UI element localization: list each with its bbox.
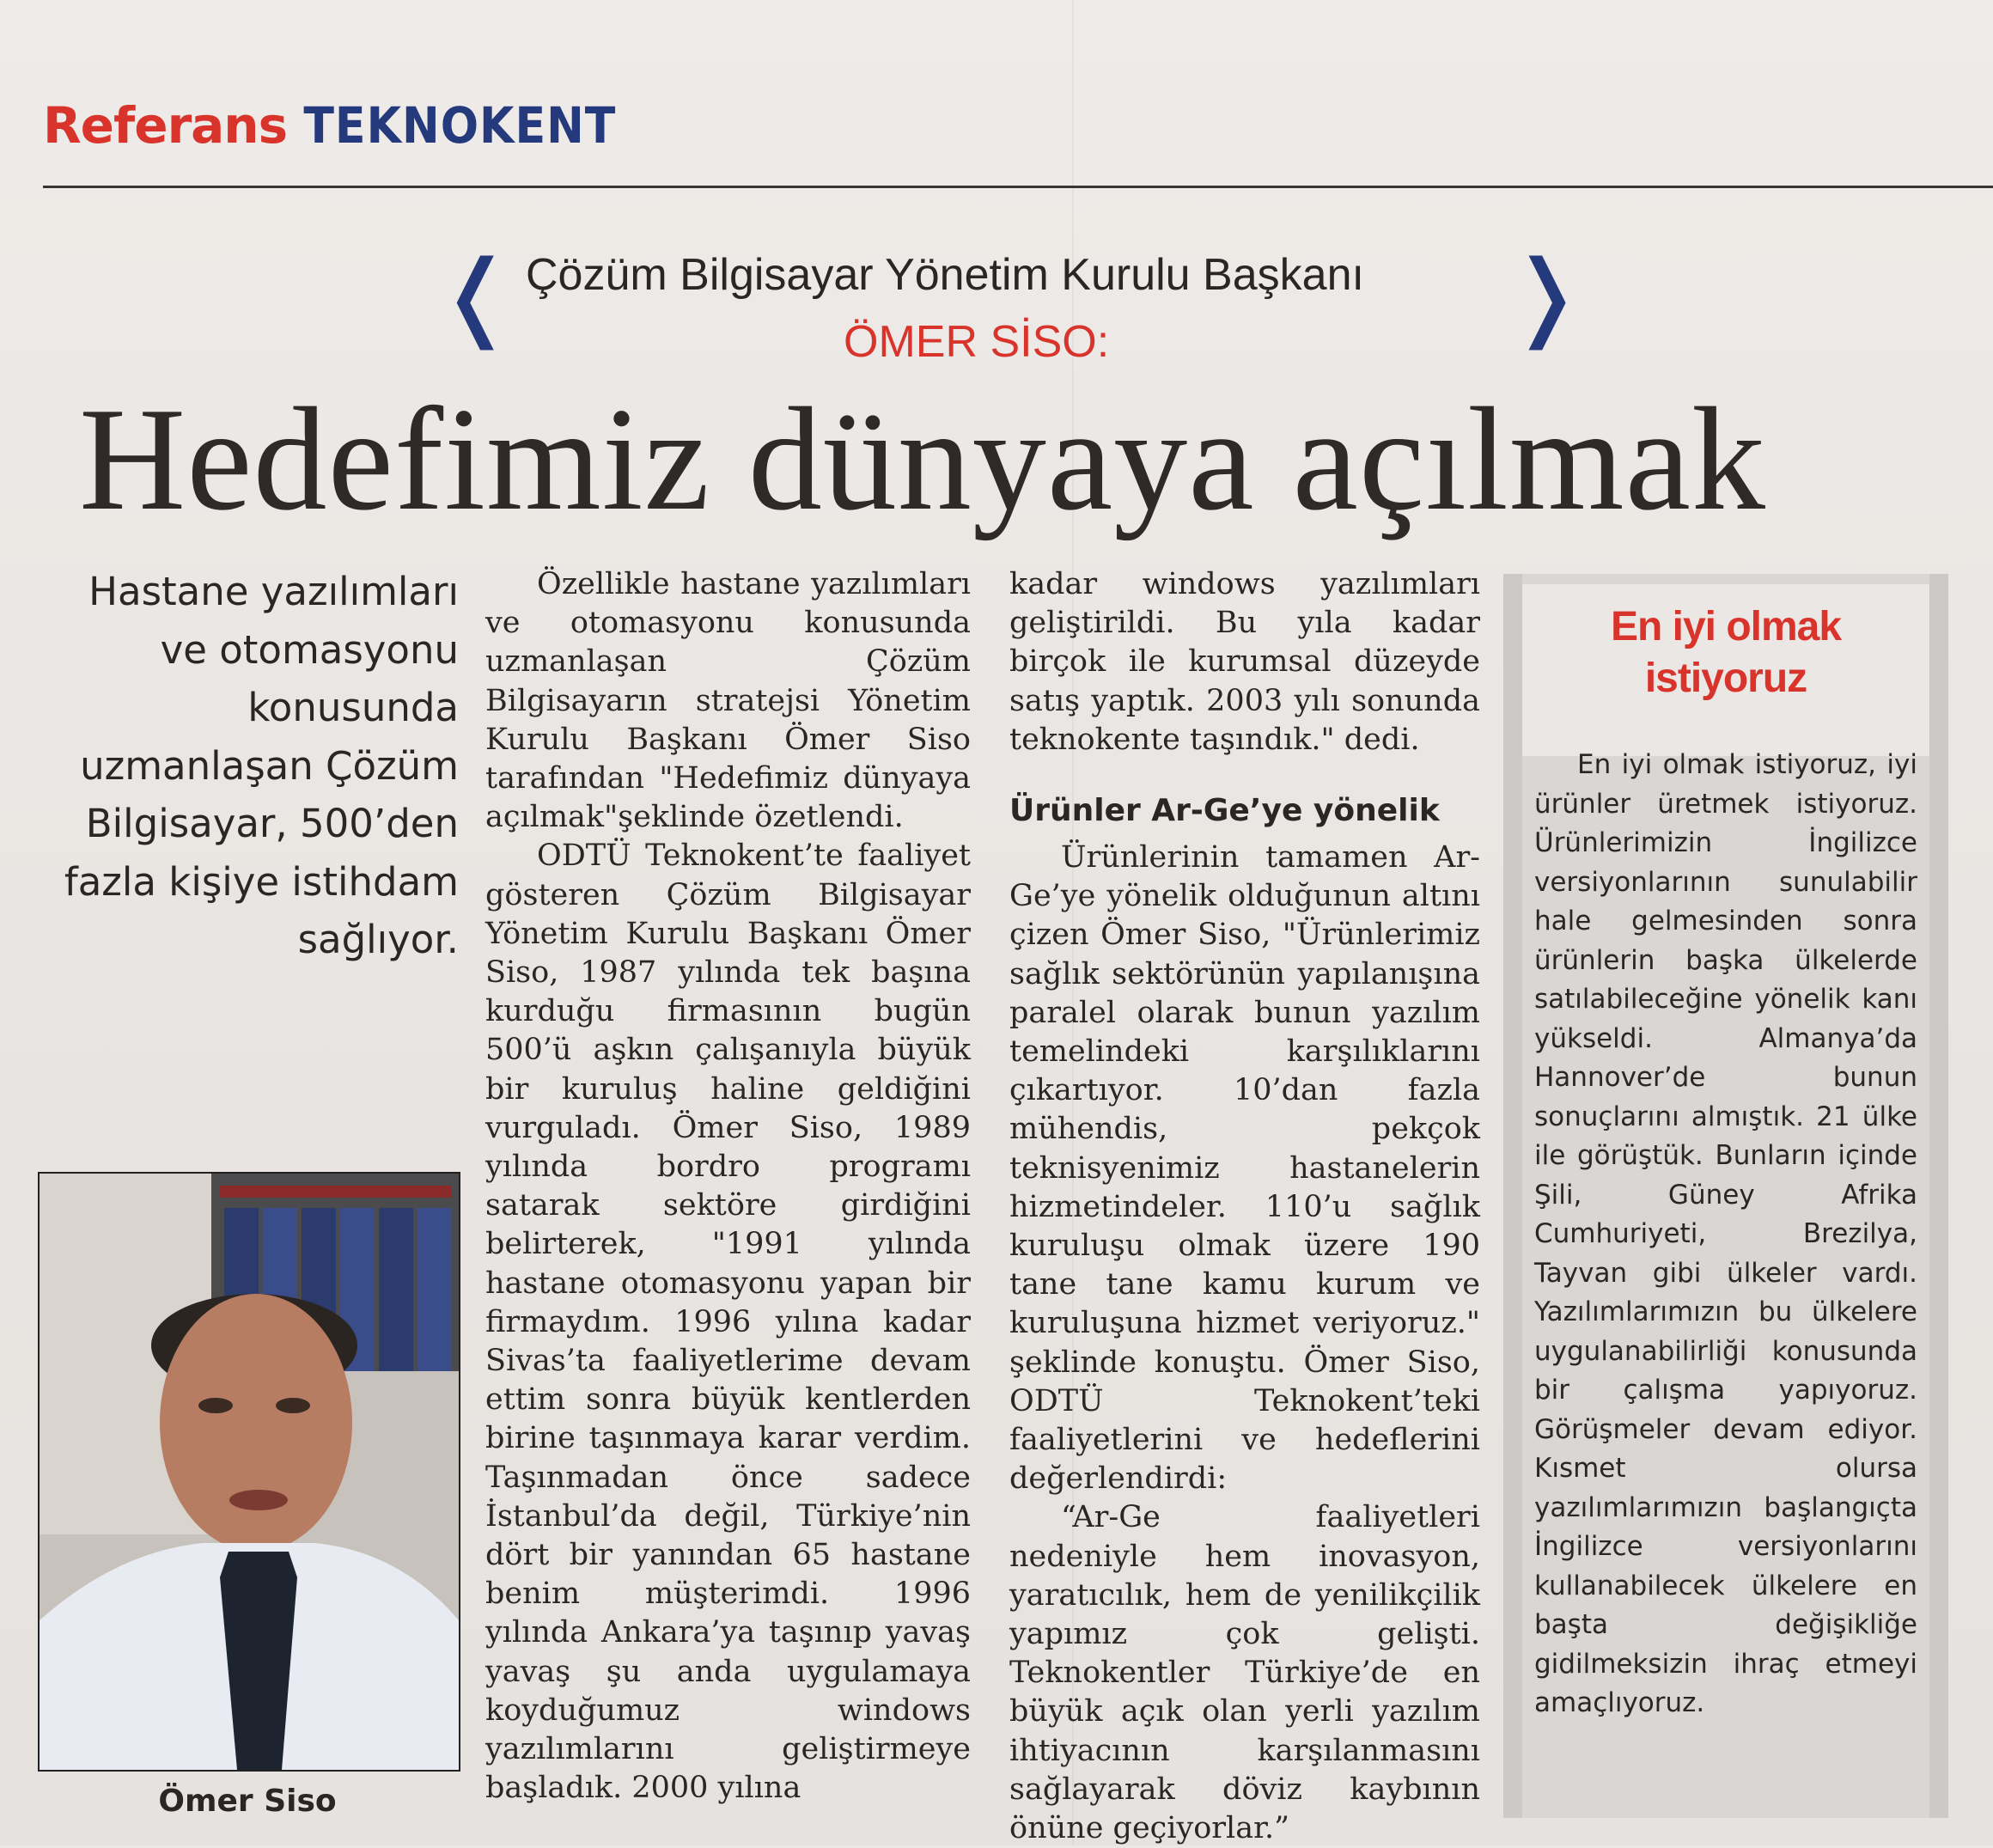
column3-paragraph-2: Ürünlerinin tamamen Ar-Ge’ye yönelik olduğunun altını çizen Ömer Siso, "Ürünlerimiz sağlık sektörünün yapılanışına paralel olarak bunun yazılım temelindeki karşılıklarını çıkartıyor. 10’dan fazla mühendis, pekçok teknisyenimiz hastanelerin hizmetindeler. 110’u sağlık kuruluşu olmak üzere 190 tane tane kamu kurum ve kuruluşuna hizmet veriyoruz." şeklinde konuştu. Ömer Siso, ODTÜ Teknokent’teki faaliyetlerini ve hedeflerini değerlendirdi:	[1009, 840, 1480, 1497]
sidebar-box	[1503, 574, 1948, 1818]
article-column-3	[1009, 565, 1480, 1848]
kicker-name: ÖMER SİSO:	[844, 317, 1110, 367]
sidebar-inner	[1522, 574, 1929, 1818]
sidebar-text	[1534, 746, 1917, 1723]
portrait-photo	[38, 1172, 460, 1772]
article-headline: Hedefimiz dünyaya açılmak	[79, 378, 1766, 541]
article-column-2	[485, 565, 971, 1808]
column3-subhead: Ürünler Ar-Ge’ye yönelik	[1009, 793, 1440, 829]
sidebar-title-line-1: En iyi olmak	[1610, 604, 1842, 650]
sidebar-paragraph: En iyi olmak istiyoruz, iyi ürünler üretmek istiyoruz. Ürünlerimizin İngilizce versiyonlarının sunulabilir hale gelmesinden sonra ürünlerin başka ülkelerde satılabileceğine yönelik kanı yükseldi. Almanya’da Hannover’de bunun sonuçlarını almıştık. 21 ülke ile görüştük. Bunların içinde Şili, Güney Afrika Cumhuriyeti, Brezilya, Tayvan gibi ülkeler vardı. Yazılımlarımızın bu ülkelere uygulanabilirliği konusunda bir çalışma yapıyoruz. Görüşmeler devam ediyor. Kısmet olursa yazılımlarımızın başlangıçta İngilizce versiyonlarını kullanabilecek ülkelere en başta değişikliğe gidilmeksizin ihraç etmeyi amaçlıyoruz.	[1534, 749, 1917, 1718]
column3-paragraph-3: “Ar-Ge faaliyetleri nedeniyle hem inovasyon, yaratıcılık, hem de yenilikçilik yapımız çok gelişti. Teknokentler Türkiye’de en büyük açık olan yerli yazılım ihtiyacının karşılanmasını sağlayarak döviz kaybının önüne geçiyorlar.”	[1009, 1500, 1480, 1846]
article-intro: Hastane yazılımları ve otomasyonu konusunda uzmanlaşan Çözüm Bilgisayar, 500’den fazla kişiye istihdam sağlıyor.	[64, 569, 459, 962]
portrait-image	[40, 1174, 459, 1770]
right-bracket-icon: ❭	[1507, 240, 1587, 350]
section-masthead	[43, 96, 616, 165]
masthead-referans: Referans	[43, 96, 288, 155]
left-bracket-icon: ❬	[436, 240, 516, 350]
sidebar-title-line-2: istiyoruz	[1644, 656, 1807, 701]
column2-paragraph-2: ODTÜ Teknokent’te faaliyet gösteren Çözüm Bilgisayar Yönetim Kurulu Başkanı Ömer Siso, 1987 yılında tek başına kurduğu firmasının bugün 500’ü aşkın çalışanıyla büyük bir kuruluş haline geldiğini vurguladı. Ömer Siso, 1989 yılında bordro programı satarak sektöre girdiğini belirterek, "1991 yılında hastane otomasyonu yapan bir firmaydım. 1996 yılına kadar Sivas’ta faaliyetlerime devam ettim sonra büyük kentlerden birine taşınmaya karar verdim. Taşınmadan önce sadece İstanbul’da değil, Türkiye’nin dört bir yanından 65 hastane benim müşterimdi. 1996 yılında Ankara’ya taşınıp yavaş yavaş şu anda uygulamaya koyduğumuz windows yazılımlarını geliştirmeye başladık. 2000 yılına	[485, 839, 971, 1806]
sidebar-title	[1522, 584, 1929, 756]
kicker-title: Çözüm Bilgisayar Yönetim Kurulu Başkanı	[526, 250, 1364, 300]
masthead-teknokent: TEKNOKENT	[303, 96, 617, 155]
column2-paragraph-1: Özellikle hastane yazılımları ve otomasyonu konusunda uzmanlaşan Çözüm Bilgisayarın stratejsi Yönetim Kurulu Başkanı Ömer Siso tarafından "Hedefimiz dünyaya açılmak"şeklinde özetlendi.	[485, 567, 971, 835]
photo-caption: Ömer Siso	[158, 1784, 337, 1819]
column3-paragraph-1: kadar windows yazılımları geliştirildi. Bu yıla kadar birçok ile kurumsal düzeyde satış yaptık. 2003 yılı sonunda teknokente taşındık." dedi.	[1009, 567, 1480, 757]
header-rule	[43, 186, 1993, 188]
